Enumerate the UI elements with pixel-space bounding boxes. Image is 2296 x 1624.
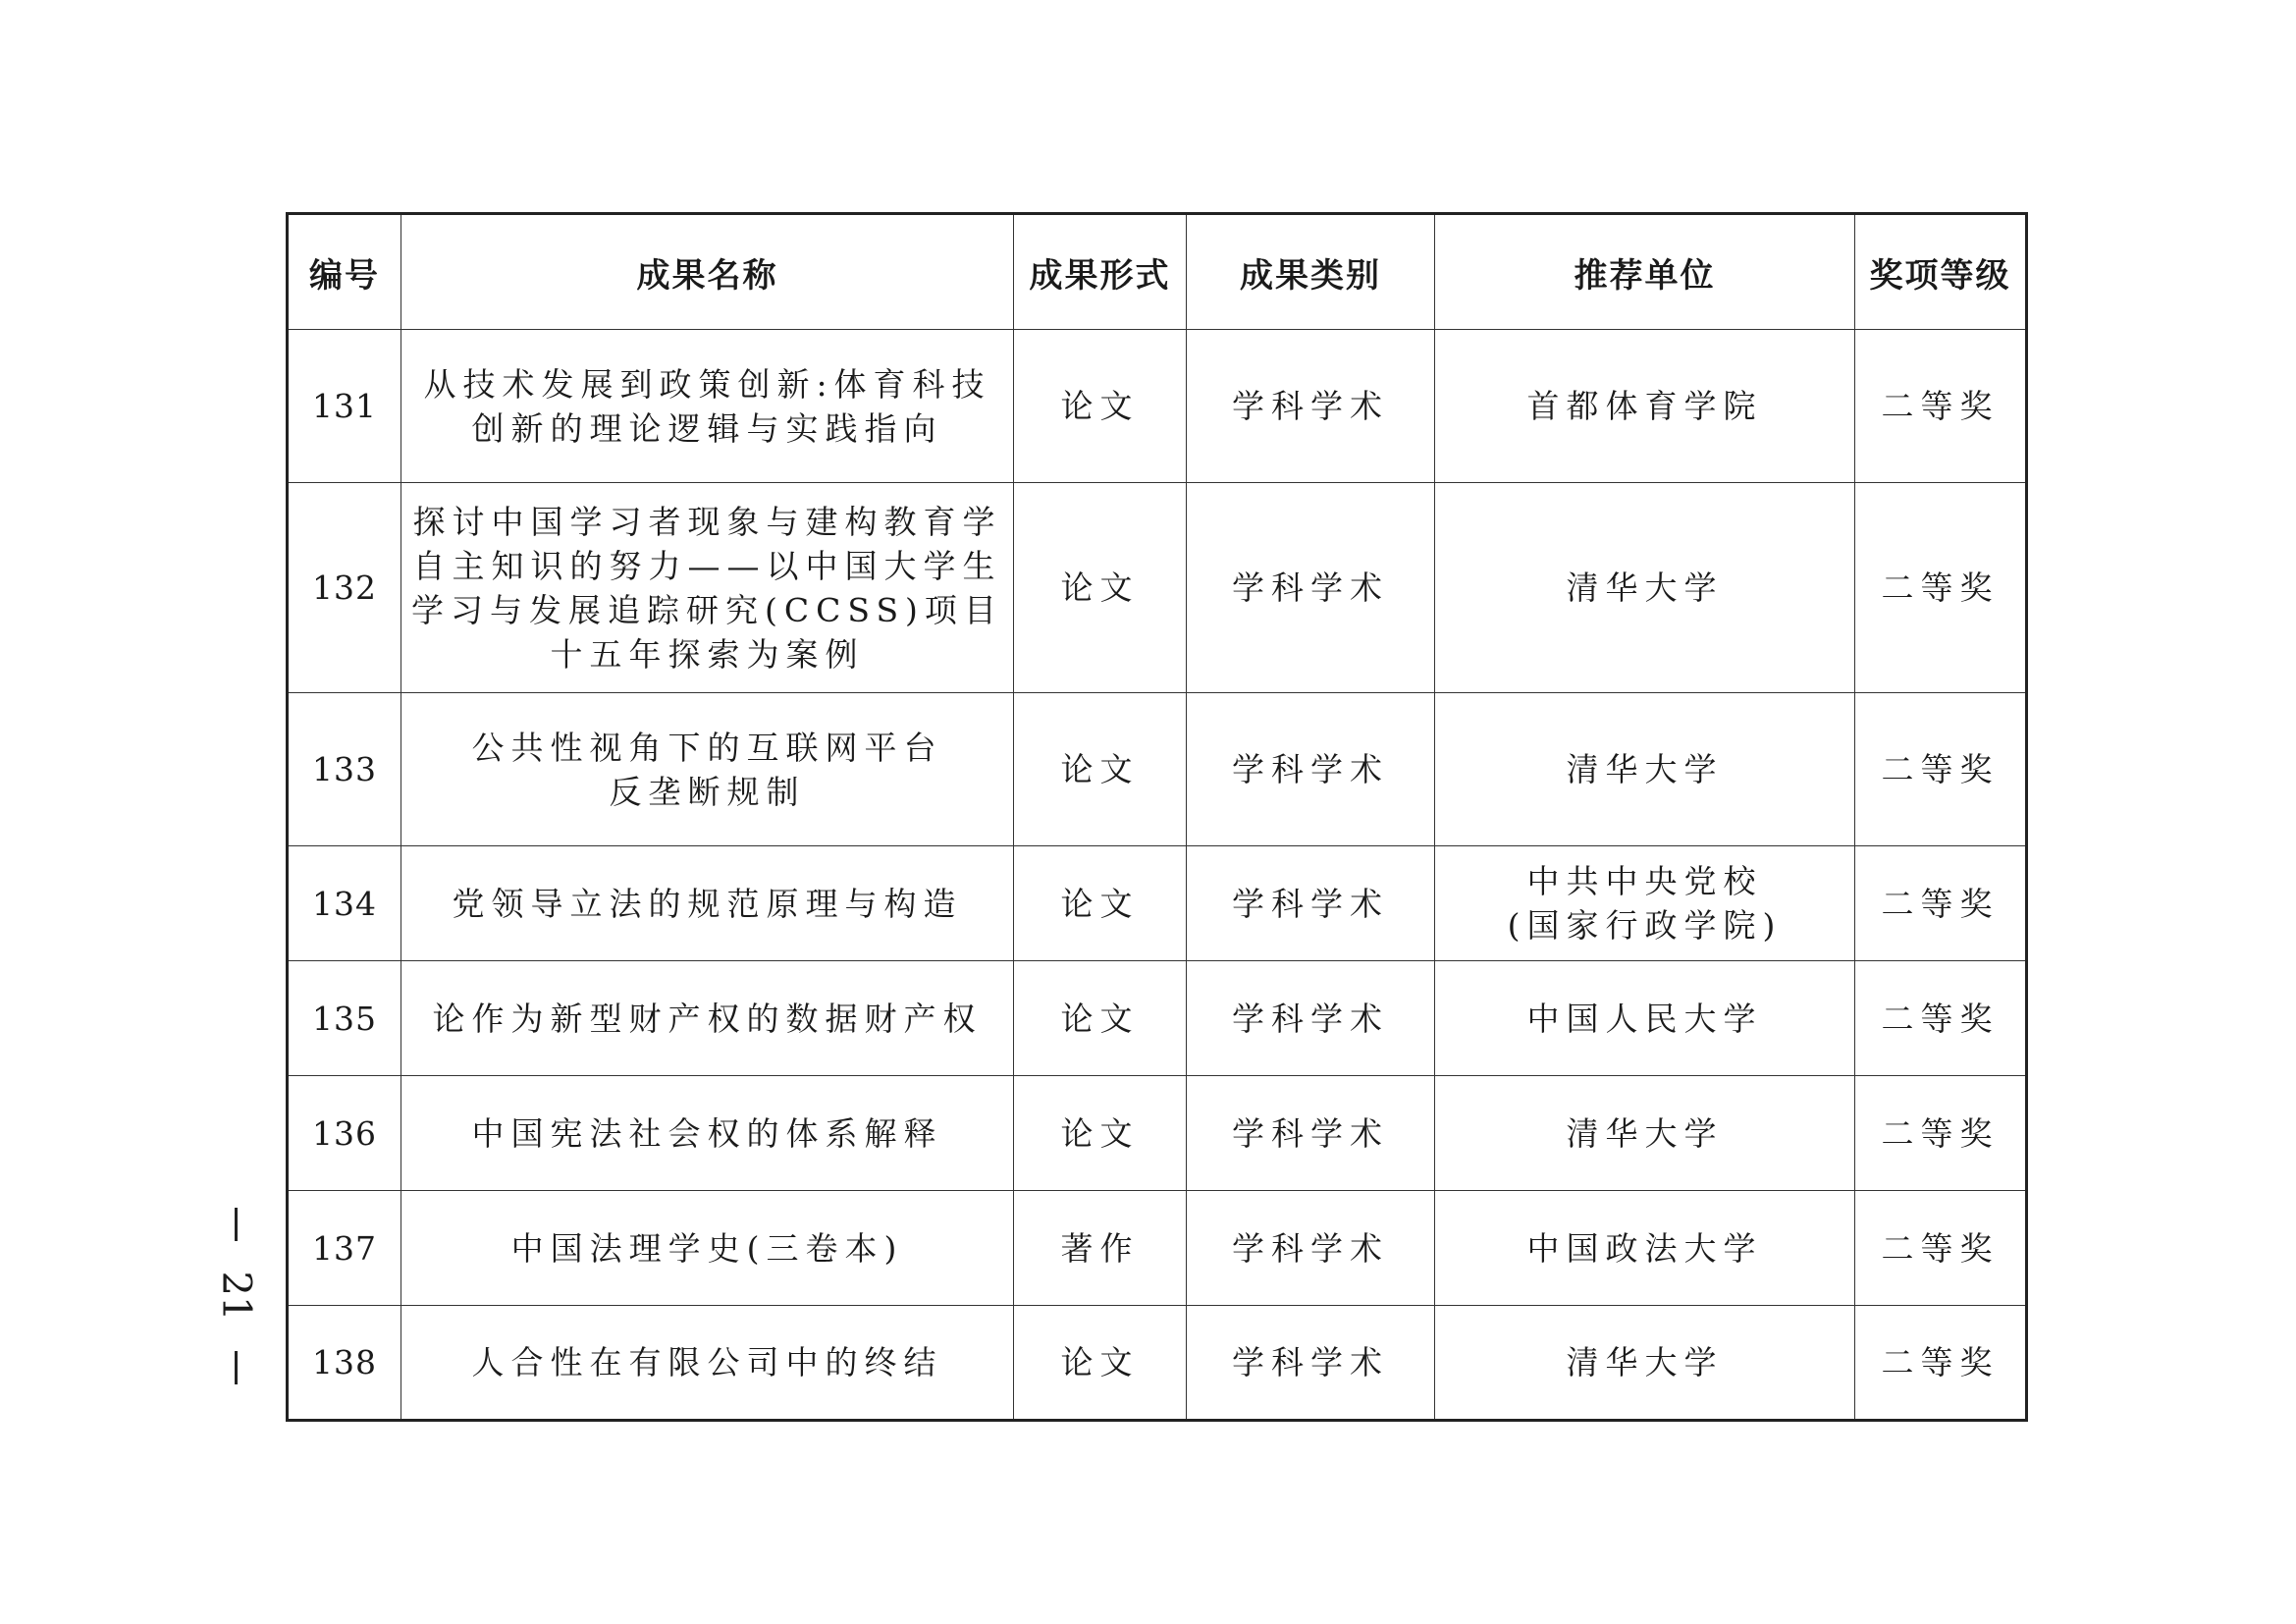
page-number-dash-bottom [235,1351,238,1384]
title-line: 探讨中国学习者现象与建构教育学 [412,502,1002,541]
table-header [288,214,2027,330]
cell-title [401,330,1014,483]
cell-title [401,693,1014,846]
cell-number: 138 [288,1306,401,1421]
cell-award-level: 二等奖 [1855,961,2027,1076]
title-line: 中国法理学史(三卷本) [510,1228,904,1268]
title-line: 从技术发展到政策创新:体育科技 [423,364,991,404]
unit-line: 中共中央党校 [1526,862,1763,900]
cell-recommending-unit [1435,1306,1855,1421]
title-line: 学习与发展追踪研究(CCSS)项目 [411,590,1003,629]
cell-number: 131 [288,330,401,483]
header-number: 编号 [288,214,401,330]
title-line: 自主知识的努力——以中国大学生 [412,546,1002,585]
cell-title [401,1306,1014,1421]
cell-recommending-unit [1435,961,1855,1076]
cell-form: 论文 [1014,330,1187,483]
header-recommending-unit: 推荐单位 [1435,214,1855,330]
cell-number: 137 [288,1191,401,1306]
unit-line: 中国政法大学 [1526,1228,1763,1268]
cell-category: 学科学术 [1187,846,1435,961]
table-body [288,330,2027,1421]
title-line: 中国宪法社会权的体系解释 [471,1113,943,1153]
table-row [288,1191,2027,1306]
cell-form: 论文 [1014,846,1187,961]
cell-form: 论文 [1014,1306,1187,1421]
cell-category: 学科学术 [1187,1191,1435,1306]
cell-category: 学科学术 [1187,693,1435,846]
cell-recommending-unit [1435,330,1855,483]
cell-form: 论文 [1014,483,1187,693]
page-number [206,1208,265,1384]
cell-award-level: 二等奖 [1855,483,2027,693]
cell-category: 学科学术 [1187,330,1435,483]
title-line: 十五年探索为案例 [550,634,865,674]
page-number-text: 21 [213,1271,258,1322]
page-number-dash-top [235,1208,238,1241]
title-line: 反垄断规制 [609,772,806,811]
cell-award-level: 二等奖 [1855,330,2027,483]
header-row [288,214,2027,330]
cell-form: 著作 [1014,1191,1187,1306]
cell-number: 134 [288,846,401,961]
cell-number: 133 [288,693,401,846]
cell-award-level: 二等奖 [1855,693,2027,846]
title-line: 人合性在有限公司中的终结 [471,1343,943,1381]
unit-line: 清华大学 [1566,1113,1724,1153]
cell-recommending-unit [1435,483,1855,693]
cell-award-level: 二等奖 [1855,846,2027,961]
header-award-level: 奖项等级 [1855,214,2027,330]
cell-category: 学科学术 [1187,961,1435,1076]
cell-number: 136 [288,1076,401,1191]
cell-category: 学科学术 [1187,483,1435,693]
unit-line: 中国人民大学 [1526,999,1763,1038]
cell-title [401,846,1014,961]
cell-title [401,961,1014,1076]
cell-form: 论文 [1014,961,1187,1076]
cell-form: 论文 [1014,1076,1187,1191]
cell-category: 学科学术 [1187,1306,1435,1421]
cell-award-level: 二等奖 [1855,1076,2027,1191]
unit-line: (国家行政学院) [1507,906,1783,945]
table-row [288,693,2027,846]
award-table [286,212,2028,1422]
table-row [288,1076,2027,1191]
cell-recommending-unit [1435,1191,1855,1306]
title-line: 论作为新型财产权的数据财产权 [432,999,983,1038]
title-line: 公共性视角下的互联网平台 [471,728,943,767]
cell-category: 学科学术 [1187,1076,1435,1191]
table-row [288,330,2027,483]
cell-award-level: 二等奖 [1855,1191,2027,1306]
table-row [288,1306,2027,1421]
table-row [288,961,2027,1076]
cell-title [401,483,1014,693]
cell-recommending-unit [1435,693,1855,846]
cell-award-level: 二等奖 [1855,1306,2027,1421]
cell-recommending-unit [1435,1076,1855,1191]
cell-number: 132 [288,483,401,693]
unit-line: 清华大学 [1566,568,1724,607]
table-row [288,846,2027,961]
header-form: 成果形式 [1014,214,1187,330]
header-category: 成果类别 [1187,214,1435,330]
cell-title [401,1076,1014,1191]
header-title: 成果名称 [401,214,1014,330]
unit-line: 清华大学 [1566,750,1724,788]
cell-form: 论文 [1014,693,1187,846]
title-line: 党领导立法的规范原理与构造 [452,884,963,923]
cell-number: 135 [288,961,401,1076]
cell-recommending-unit [1435,846,1855,961]
unit-line: 清华大学 [1566,1343,1724,1381]
unit-line: 首都体育学院 [1526,387,1763,425]
cell-title [401,1191,1014,1306]
title-line: 创新的理论逻辑与实践指向 [471,408,943,448]
table-row [288,483,2027,693]
